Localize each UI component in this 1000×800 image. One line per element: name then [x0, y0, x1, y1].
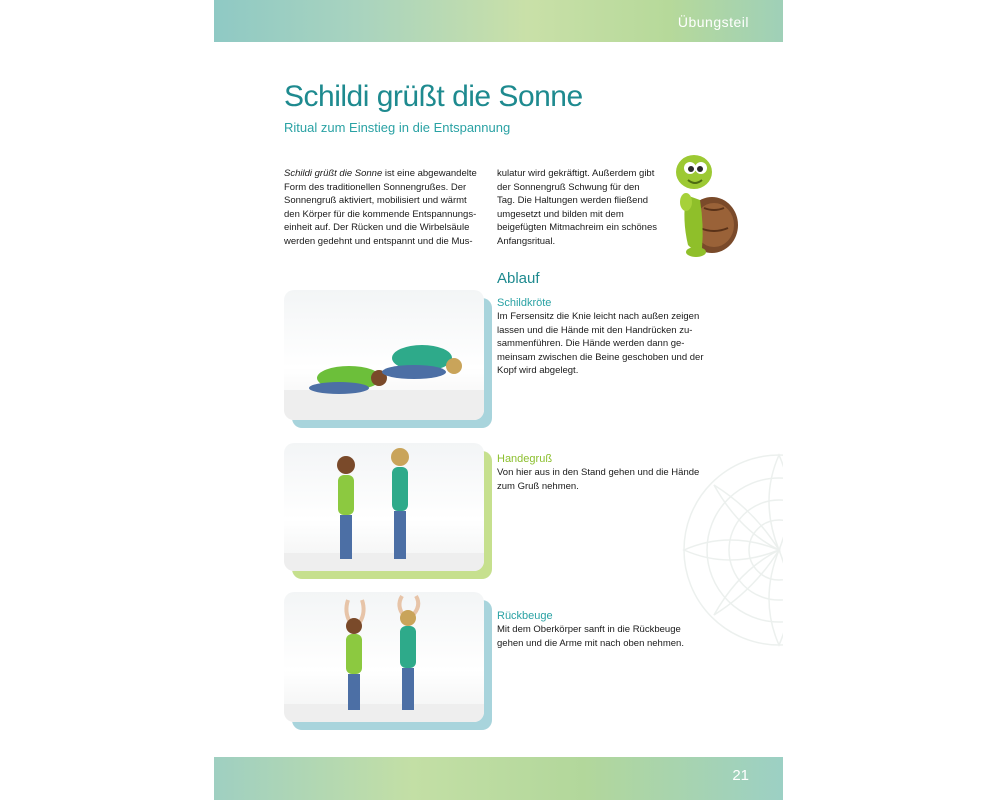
footer-band [214, 757, 783, 800]
page-number: 21 [732, 767, 749, 784]
step-3-text: Mit dem Oberkörper sanft in die Rückbeuge gehen und die Arme mit nach oben nehmen. [497, 624, 684, 649]
intro-column-1 [284, 167, 484, 249]
step-1-title: Schildkröte [497, 297, 552, 309]
step-2-title: Handegruß [497, 453, 553, 465]
intro-text-1: ist eine abgewandelte Form des traditionellen Sonnengrußes. Der Sonnengruß aktiviert, mobilisiert und wärmt den Körper für die kommende Entspannungs-einheit auf. Der Rücken und die Wirbelsäule werden gedehnt und entspannt und die Mus- [284, 168, 477, 247]
intro-column-2: kulatur wird gekräftigt. Außerdem gibt der Sonnengruß Schwung für den Tag. Die Haltungen werden fließend umgesetzt und bilden mit dem beigefügten Mitmachreim ein schönes Anfangsritual. [497, 168, 658, 247]
mandala-decoration [669, 420, 783, 680]
step-3-title: Rückbeuge [497, 610, 553, 622]
book-page [214, 0, 783, 800]
ablauf-heading: Ablauf [497, 270, 540, 287]
page-subtitle: Ritual zum Einstieg in die Entspannung [284, 120, 511, 135]
page-title: Schildi grüßt die Sonne [284, 80, 583, 113]
step-2-text: Von hier aus in den Stand gehen und die Hände zum Gruß nehmen. [497, 467, 700, 492]
step-1-text: Im Fersensitz die Knie leicht nach außen zeigen lassen und die Hände mit den Handrücken zu-sammenführen. Die Hände werden dann ge-meinsam zwischen die Beine geschoben und der Kopf wird abgelegt. [497, 311, 704, 377]
turtle-mascot-illustration [664, 150, 744, 260]
header-band [214, 0, 783, 42]
section-label: Übungsteil [677, 14, 749, 30]
intro-emphasis: Schildi grüßt die Sonne [284, 168, 383, 179]
